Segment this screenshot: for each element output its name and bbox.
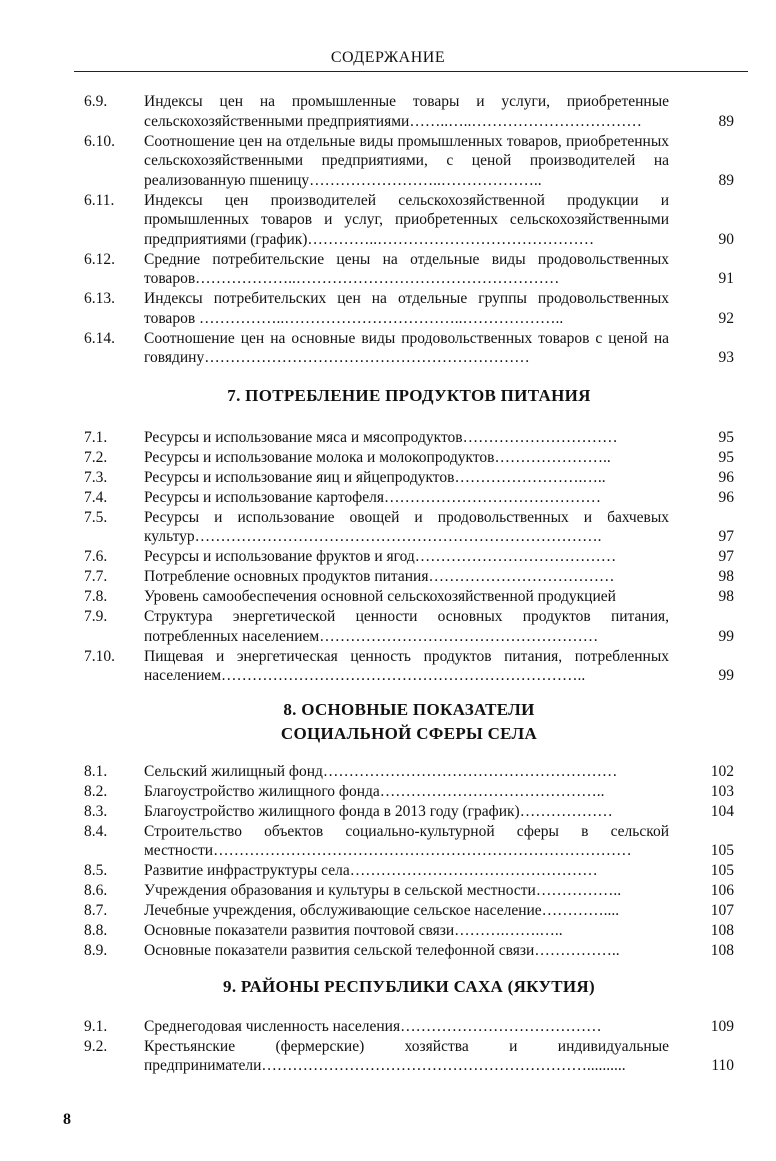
entry-number: 8.2. xyxy=(84,782,108,800)
entry-number: 6.12. xyxy=(84,250,115,268)
entry-page: 95 xyxy=(718,428,734,446)
toc-entry-6-11[interactable] xyxy=(84,191,734,250)
entry-title: Средние потребительские цены на отдельные виды продовольственных товаров………………..…………………………………………… xyxy=(144,250,669,287)
entry-title: Строительство объектов социально-культурной сферы в сельской местности……………………………………………………………………… xyxy=(144,822,669,859)
toc-entry-7-10[interactable] xyxy=(84,647,734,686)
entry-number: 8.9. xyxy=(84,942,108,959)
entry-title: Соотношение цен на основные виды продовольственных товаров с ценой на говядину……………………………………………………… xyxy=(144,329,669,366)
entry-page: 92 xyxy=(718,309,734,327)
entry-page: 103 xyxy=(710,782,734,800)
entry-title: Ресурсы и использование мяса и мясопродуктов………………………… xyxy=(144,428,618,446)
toc-entry-7-2[interactable] xyxy=(84,448,734,468)
toc-entry-8-9[interactable] xyxy=(84,941,734,961)
entry-title: Ресурсы и использование яиц и яйцепродуктов…………………….….. xyxy=(144,468,606,486)
toc-entry-6-9[interactable] xyxy=(84,92,734,131)
entry-page: 110 xyxy=(711,1057,734,1074)
entry-page: 89 xyxy=(718,112,734,130)
page-number: 8 xyxy=(63,1111,71,1128)
entry-number: 7.1. xyxy=(84,428,108,446)
entry-number: 7.3. xyxy=(84,468,108,486)
toc-entry-7-1[interactable] xyxy=(84,428,734,448)
toc-entry-6-12[interactable] xyxy=(84,250,734,289)
toc-entry-8-7[interactable] xyxy=(84,901,734,921)
entry-title: Индексы цен производителей сельскохозяйственной продукции и промышленных товаров и услуг, приобретенных сельскохозяйственными предприятиями (график)…………..…………………………………… xyxy=(144,191,669,248)
entry-number: 7.7. xyxy=(84,568,108,585)
entry-title: Ресурсы и использование молока и молокопродуктов………………….. xyxy=(144,448,611,466)
entry-number: 6.11. xyxy=(84,191,115,209)
entry-page: 90 xyxy=(718,230,734,248)
entry-page: 106 xyxy=(710,882,734,899)
entry-page: 109 xyxy=(710,1017,734,1035)
entry-page: 96 xyxy=(718,488,734,506)
entry-page: 97 xyxy=(718,548,734,565)
toc-entry-8-6[interactable] xyxy=(84,881,734,901)
entry-number: 7.2. xyxy=(84,448,108,466)
header-rule xyxy=(74,71,748,72)
entry-title: Сельский жилищный фонд………………………………………………… xyxy=(144,762,618,780)
toc-entry-7-4[interactable] xyxy=(84,488,734,508)
toc-entry-7-5[interactable] xyxy=(84,508,734,547)
toc-entry-8-3[interactable] xyxy=(84,802,734,822)
entry-number: 7.9. xyxy=(84,608,108,625)
entry-number: 8.5. xyxy=(84,862,108,879)
entry-page: 97 xyxy=(718,528,734,545)
toc-entry-7-9[interactable] xyxy=(84,607,734,646)
entry-title: Основные показатели развития сельской телефонной связи…………….. xyxy=(144,942,620,959)
entry-title: Лечебные учреждения, обслуживающие сельское население………….... xyxy=(144,902,620,919)
entry-page: 99 xyxy=(718,627,734,645)
entry-page: 105 xyxy=(710,862,734,879)
section-heading-8: 8. ОСНОВНЫЕ ПОКАЗАТЕЛИ СОЦИАЛЬНОЙ СФЕРЫ СЕЛА xyxy=(280,699,538,743)
entry-number: 6.9. xyxy=(84,93,108,110)
toc-group-7 xyxy=(84,428,734,686)
entry-title: Благоустройство жилищного фонда в 2013 году (график)……………… xyxy=(144,802,613,820)
toc-entry-8-1[interactable] xyxy=(84,762,734,782)
entry-page: 108 xyxy=(710,922,734,939)
entry-number: 7.6. xyxy=(84,548,108,565)
entry-page: 95 xyxy=(718,448,734,466)
entry-number: 6.13. xyxy=(84,290,115,307)
entry-title: Уровень самообеспечения основной сельскохозяйственной продукцией xyxy=(144,588,616,605)
entry-page: 96 xyxy=(718,468,734,486)
entry-number: 8.6. xyxy=(84,882,108,899)
entry-title: Благоустройство жилищного фонда…………………………………….. xyxy=(144,782,605,800)
entry-title: Соотношение цен на отдельные виды промышленных товаров, приобретенных сельскохозяйственными предприятиями, с ценой производителей на реализованную пшеницу……………………..……………….. xyxy=(144,132,669,189)
running-header: СОДЕРЖАНИЕ xyxy=(330,49,446,66)
entry-title: Крестьянские (фермерские) хозяйства и индивидуальные предприниматели……………………………………………………….......... xyxy=(144,1037,669,1074)
toc-content xyxy=(84,92,734,1076)
entry-number: 8.1. xyxy=(84,762,108,780)
entry-page: 99 xyxy=(718,667,734,684)
toc-entry-8-4[interactable] xyxy=(84,822,734,861)
toc-entry-6-14[interactable] xyxy=(84,329,734,368)
entry-number: 8.7. xyxy=(84,902,108,919)
entry-title: Индексы цен на промышленные товары и услуги, приобретенные сельскохозяйственными предприятиями……..…..…………………………… xyxy=(144,93,669,130)
toc-group-8 xyxy=(84,762,734,961)
entry-title: Среднегодовая численность населения………………………………… xyxy=(144,1017,602,1035)
entry-title: Индексы потребительских цен на отдельные группы продовольственных товаров ……………..……………………………..……………….. xyxy=(144,290,669,327)
entry-page: 98 xyxy=(718,588,734,605)
toc-entry-7-3[interactable] xyxy=(84,468,734,488)
toc-entry-6-13[interactable] xyxy=(84,289,734,328)
entry-number: 7.5. xyxy=(84,508,108,526)
toc-entry-7-6[interactable] xyxy=(84,547,734,567)
toc-entry-6-10[interactable] xyxy=(84,132,734,191)
section-heading-7: 7. ПОТРЕБЛЕНИЕ ПРОДУКТОВ ПИТАНИЯ xyxy=(227,385,591,405)
entry-number: 6.14. xyxy=(84,329,115,347)
entry-title: Учреждения образования и культуры в сельской местности…………….. xyxy=(144,882,622,899)
entry-page: 91 xyxy=(718,270,734,287)
toc-entry-7-8[interactable] xyxy=(84,587,734,607)
entry-page: 105 xyxy=(710,842,734,859)
entry-number: 6.10. xyxy=(84,132,115,150)
entry-number: 9.2. xyxy=(84,1037,108,1055)
toc-group-9 xyxy=(84,1017,734,1076)
entry-number: 8.3. xyxy=(84,802,108,820)
entry-number: 7.4. xyxy=(84,488,108,506)
entry-title: Ресурсы и использование фруктов и ягод………………………………… xyxy=(144,548,617,565)
entry-page: 89 xyxy=(718,171,734,189)
entry-title: Потребление основных продуктов питания……………………………… xyxy=(144,568,615,585)
section-heading-9: 9. РАЙОНЫ РЕСПУБЛИКИ САХА (ЯКУТИЯ) xyxy=(223,976,595,996)
toc-entry-9-2[interactable] xyxy=(84,1037,734,1076)
toc-entry-9-1[interactable] xyxy=(84,1017,734,1037)
entry-number: 7.8. xyxy=(84,588,108,605)
entry-number: 9.1. xyxy=(84,1017,108,1035)
entry-title: Ресурсы и использование овощей и продовольственных и бахчевых культур……………………………………………………………………. xyxy=(144,508,669,545)
toc-group-6 xyxy=(84,92,734,368)
entry-page: 108 xyxy=(710,942,734,959)
entry-title: Развитие инфраструктуры села………………………………………… xyxy=(144,862,598,879)
toc-entry-8-2[interactable] xyxy=(84,782,734,802)
toc-entry-8-8[interactable] xyxy=(84,921,734,941)
entry-page: 98 xyxy=(718,568,734,585)
entry-title: Ресурсы и использование картофеля…………………………………… xyxy=(144,488,601,506)
entry-page: 107 xyxy=(710,902,734,919)
entry-title: Структура энергетической ценности основных продуктов питания, потребленных населением……………………………………………… xyxy=(144,608,669,645)
entry-number: 7.10. xyxy=(84,647,115,665)
entry-number: 8.8. xyxy=(84,922,108,939)
entry-page: 93 xyxy=(718,349,734,366)
toc-entry-7-7[interactable] xyxy=(84,567,734,587)
entry-title: Основные показатели развития почтовой связи……….…….….. xyxy=(144,922,563,939)
entry-page: 102 xyxy=(710,762,734,780)
entry-number: 8.4. xyxy=(84,822,108,840)
toc-entry-8-5[interactable] xyxy=(84,861,734,881)
entry-title: Пищевая и энергетическая ценность продуктов питания, потребленных населением…………………………………………………………….. xyxy=(144,647,669,684)
entry-page: 104 xyxy=(710,802,734,820)
